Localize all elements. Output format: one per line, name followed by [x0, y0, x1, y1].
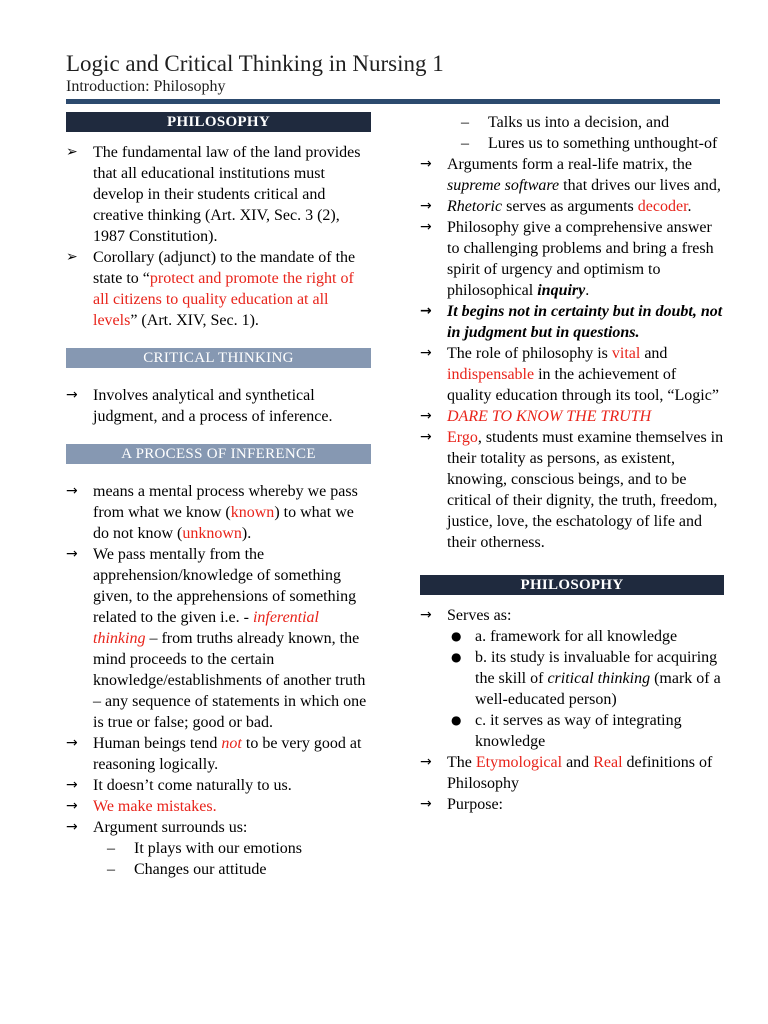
pass-text-end: – from truths already known, the mind proceeds to the certain knowledge/establishments of another truth – any sequence of statements in which one is true or false; good or bad.: [93, 630, 367, 731]
bullet-c-text: c. it serves as way of integrating knowledge: [475, 712, 682, 750]
list-item-dare: [420, 406, 724, 427]
arrow-bullet-icon: →: [420, 303, 432, 319]
etym-text-end: definitions of Philosophy: [447, 754, 713, 792]
document-title: Logic and Critical Thinking in Nursing 1: [66, 51, 444, 76]
dare-text: DARE TO KNOW THE TRUTH: [447, 408, 652, 425]
pass-highlight: inferential thinking: [93, 609, 319, 647]
dash-bullet-icon: –: [461, 114, 469, 131]
rhetoric-emphasis: Rhetoric: [447, 198, 503, 215]
list-item-begins: [420, 301, 724, 343]
begins-text: It begins not in certainty but in doubt, not in judgment but in questions.: [447, 303, 723, 341]
human-highlight: not: [221, 735, 242, 752]
pass-text-start: We pass mentally from the apprehension/knowledge of something given, to the apprehensions of something related to the given i.e. -: [93, 546, 357, 626]
etym-text-start: The: [447, 754, 476, 771]
arrow-bullet-icon: →: [420, 345, 432, 361]
left-column: [66, 112, 371, 880]
means-text-end: ).: [241, 525, 252, 542]
corollary-text-end: ” (Art. XIV, Sec. 1).: [130, 312, 259, 329]
etym-highlight-1: Etymological: [475, 754, 563, 771]
lures-text: Lures us to something unthought-of: [488, 135, 718, 152]
human-text-start: Human beings tend: [93, 735, 222, 752]
serves-text: Serves as:: [447, 607, 512, 624]
list-item-argument: [66, 817, 371, 838]
means-text-start: means a mental process whereby we pass from what we know (: [93, 483, 358, 521]
list-item-matrix: [420, 154, 724, 196]
list-item-critical: [66, 385, 371, 427]
section-heading-philosophy-2: PHILOSOPHY: [420, 575, 724, 595]
list-item-purpose: [420, 794, 724, 815]
arrow-bullet-icon: →: [66, 819, 78, 835]
bullet-a-text: a. framework for all knowledge: [475, 628, 678, 645]
role-text-end: in the achievement of quality education through its tool, “Logic”: [447, 366, 719, 404]
matrix-text-end: that drives our lives and,: [559, 177, 721, 194]
emotions-text: It plays with our emotions: [134, 840, 302, 857]
list-item-human: [66, 733, 371, 775]
corollary-highlight: protect and promote the right of all citizens to quality education at all levels: [93, 270, 354, 329]
right-column: [420, 112, 724, 815]
list-item-ergo: [420, 427, 724, 553]
arrow-bullet-icon: →: [420, 429, 432, 445]
philgive-text-end: .: [585, 282, 590, 299]
dash-bullet-icon: –: [107, 840, 115, 857]
arrow-bullet-icon: →: [66, 798, 78, 814]
natural-text: It doesn’t come naturally to us.: [93, 777, 292, 794]
list-item-pass: [66, 544, 371, 733]
sub-item-attitude: [66, 859, 371, 880]
means-unknown: unknown: [182, 525, 242, 542]
list-item-law: [66, 142, 371, 247]
section-heading-process-of-inference: A PROCESS OF INFERENCE: [66, 444, 371, 464]
arrow-bullet-icon: →: [66, 387, 78, 403]
means-text-mid: ) to what we do not know (: [93, 504, 354, 542]
arrow-bullet-icon: →: [66, 777, 78, 793]
list-item-role: [420, 343, 724, 406]
philgive-text-start: Philosophy give a comprehensive answer to challenging problems and bring a fresh spirit of urgency and optimism to philosophical: [447, 219, 714, 299]
dash-bullet-icon: –: [107, 861, 115, 878]
sub-item-lures: [420, 133, 724, 154]
chevron-bullet-icon: ➢: [66, 144, 78, 160]
bullet-b-emphasis: critical thinking: [547, 670, 651, 687]
list-item-means: [66, 481, 371, 544]
etym-highlight-2: Real: [593, 754, 623, 771]
etym-text-mid: and: [562, 754, 594, 771]
dot-bullet-icon: ●: [451, 650, 462, 664]
dash-bullet-icon: –: [461, 135, 469, 152]
arrow-bullet-icon: →: [420, 219, 432, 235]
purpose-text: Purpose:: [447, 796, 503, 813]
human-text-end: to be very good at reasoning logically.: [93, 735, 362, 773]
role-vital: vital: [611, 345, 641, 362]
arrow-bullet-icon: →: [420, 796, 432, 812]
list-item-serves: [420, 605, 724, 626]
philgive-emphasis: inquiry: [537, 282, 586, 299]
sub-item-emotions: [66, 838, 371, 859]
sub-item-decision: [420, 112, 724, 133]
arrow-bullet-icon: →: [420, 754, 432, 770]
law-text: The fundamental law of the land provides that all educational institutions must develop in their students critical and creative thinking (Art. XIV, Sec. 3 (2), 1987 Constitution).: [93, 144, 361, 245]
rhetoric-text: serves as arguments: [502, 198, 638, 215]
arrow-bullet-icon: →: [420, 198, 432, 214]
role-text-mid: and: [640, 345, 668, 362]
section-heading-philosophy: PHILOSOPHY: [66, 112, 371, 132]
chevron-bullet-icon: ➢: [66, 249, 78, 265]
matrix-text-start: Arguments form a real-life matrix, the: [447, 156, 692, 173]
header-rule: [66, 99, 720, 104]
role-text-start: The role of philosophy is: [447, 345, 612, 362]
arrow-bullet-icon: →: [66, 483, 78, 499]
argument-text: Argument surrounds us:: [93, 819, 248, 836]
bullet-item-c: [420, 710, 724, 752]
mistakes-text: We make mistakes.: [93, 798, 217, 815]
arrow-bullet-icon: →: [66, 546, 78, 562]
list-item-mistakes: [66, 796, 371, 817]
list-item-philosophy-give: [420, 217, 724, 301]
ergo-highlight: Ergo: [447, 429, 478, 446]
critical-text: Involves analytical and synthetical judgment, and a process of inference.: [93, 387, 333, 425]
rhetoric-text-end: .: [687, 198, 692, 215]
bullet-b-text-start: b. its study is invaluable for acquiring the skill of: [475, 649, 718, 687]
means-known: known: [230, 504, 275, 521]
attitude-text: Changes our attitude: [134, 861, 267, 878]
section-heading-critical-thinking: CRITICAL THINKING: [66, 348, 371, 368]
dot-bullet-icon: ●: [451, 629, 462, 643]
arrow-bullet-icon: →: [420, 607, 432, 623]
dot-bullet-icon: ●: [451, 713, 462, 727]
list-item-etymological: [420, 752, 724, 794]
list-item-rhetoric: [420, 196, 724, 217]
corollary-text-start: Corollary (adjunct) to the mandate of the state to “: [93, 249, 356, 287]
arrow-bullet-icon: →: [66, 735, 78, 751]
list-item-natural: [66, 775, 371, 796]
bullet-b-text-end: (mark of a well-educated person): [475, 670, 721, 708]
rhetoric-highlight: decoder: [637, 198, 688, 215]
document-subtitle: Introduction: Philosophy: [66, 78, 226, 95]
bullet-item-a: [420, 626, 724, 647]
bullet-item-b: [420, 647, 724, 710]
arrow-bullet-icon: →: [420, 156, 432, 172]
list-item-corollary: [66, 247, 371, 331]
ergo-text: , students must examine themselves in their totality as persons, as existent, knowing, conscious beings, and to be critical of their dignity, the truth, freedom, justice, love, the eschatology of life and their otherness.: [447, 429, 724, 551]
role-indispensable: indispensable: [447, 366, 535, 383]
matrix-emphasis: supreme software: [447, 177, 560, 194]
arrow-bullet-icon: →: [420, 408, 432, 424]
decision-text: Talks us into a decision, and: [488, 114, 670, 131]
